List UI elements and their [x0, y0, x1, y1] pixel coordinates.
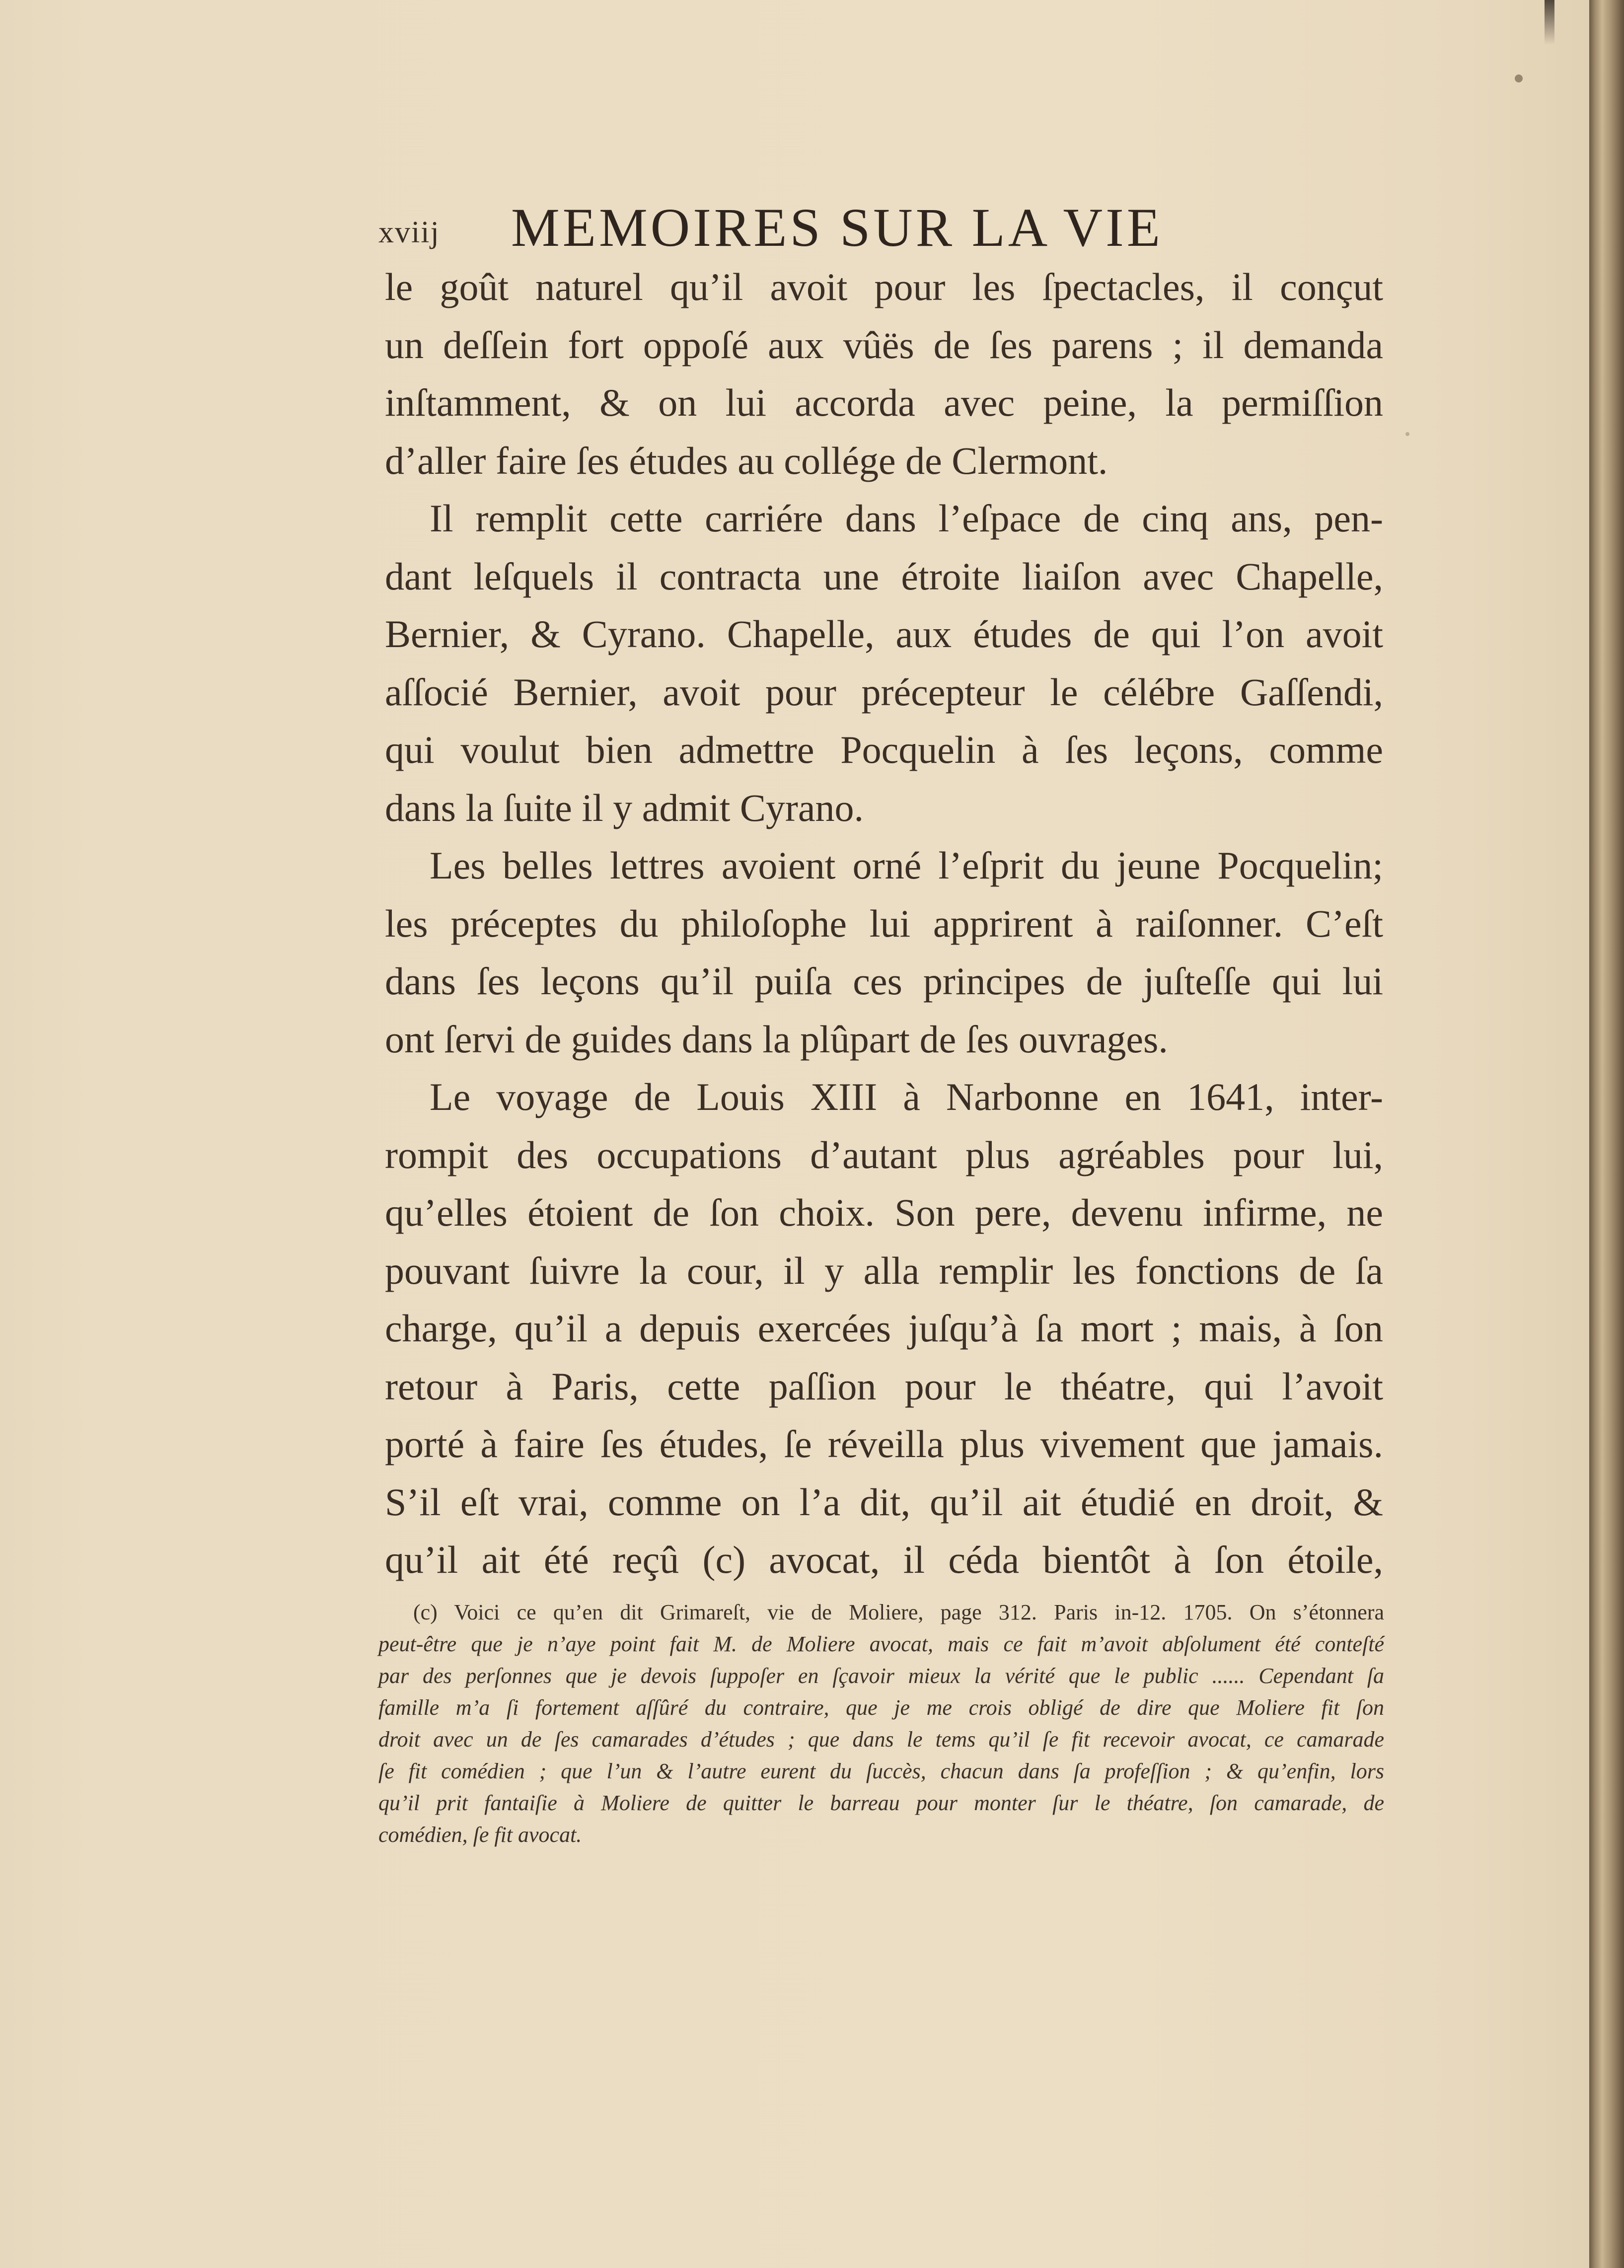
- text-line: qu’il ait été reçû (c) avocat, il céda bientôt à ſon étoile,: [385, 1538, 1383, 1581]
- footnote-line: droit avec un de ſes camarades d’études ; que dans le tems qu’il ſe fit recevoir avocat, ce camarade: [378, 1727, 1384, 1752]
- text-line: Le voyage de Louis XIII à Narbonne en 1641, inter-: [430, 1075, 1383, 1118]
- body-text: [385, 258, 1383, 1589]
- text-line: aſſocié Bernier, avoit pour précepteur le célébre Gaſſendi,: [385, 670, 1383, 714]
- footnote: [378, 1597, 1384, 1851]
- folio-number: xviij: [378, 216, 440, 249]
- text-line: d’aller faire ſes études au collége de Clermont.: [385, 439, 1108, 482]
- running-title: MEMOIRES SUR LA VIE: [511, 197, 1163, 258]
- text-line: dans ſes leçons qu’il puiſa ces principes de juſteſſe qui lui: [385, 959, 1383, 1003]
- text-line: le goût naturel qu’il avoit pour les ſpectacles, il conçut: [385, 265, 1383, 308]
- footnote-line: (c) Voici ce qu’en dit Grimareſt, vie de Moliere, page 312. Paris in-12. 1705. On s’étonnera: [413, 1600, 1384, 1624]
- footnote-line: comédien, ſe fit avocat.: [378, 1823, 582, 1847]
- text-line: qu’elles étoient de ſon choix. Son pere, devenu infirme, ne: [385, 1191, 1383, 1234]
- footnote-line: famille m’a ſi fortement aſſûré du contraire, que je me crois obligé de dire que Moliere fit ſon: [378, 1695, 1384, 1720]
- text-line: S’il eſt vrai, comme on l’a dit, qu’il ait étudié en droit, &: [385, 1480, 1383, 1524]
- text-line: retour à Paris, cette paſſion pour le théatre, qui l’avoit: [385, 1364, 1383, 1408]
- text-line: dant leſquels il contracta une étroite liaiſon avec Chapelle,: [385, 554, 1383, 598]
- footnote-line: peut-être que je n’aye point fait M. de Moliere avocat, mais ce fait m’avoit abſolument été conteſté: [378, 1632, 1384, 1656]
- paper-spot: [1515, 74, 1523, 82]
- book-edge: [1589, 0, 1624, 2268]
- footnote-line: qu’il prit fantaiſie à Moliere de quitter le barreau pour monter ſur le théatre, ſon camarade, de: [378, 1791, 1384, 1815]
- text-line: dans la ſuite il y admit Cyrano.: [385, 786, 864, 829]
- text-line: rompit des occupations d’autant plus agréables pour lui,: [385, 1133, 1383, 1176]
- footnote-line: par des perſonnes que je devois ſuppoſer en ſçavoir mieux la vérité que le public ...... Cependant ſa: [378, 1664, 1384, 1688]
- page-header: [378, 196, 1382, 261]
- text-line: inſtamment, & on lui accorda avec peine, la permiſſion: [385, 381, 1383, 424]
- text-line: Bernier, & Cyrano. Chapelle, aux études de qui l’on avoit: [385, 612, 1383, 656]
- footnote-line: ſe fit comédien ; que l’un & l’autre eurent du ſuccès, chacun dans ſa profeſſion ; & qu’enfin, lors: [378, 1759, 1384, 1783]
- text-line: pouvant ſuivre la cour, il y alla remplir les fonctions de ſa: [385, 1248, 1383, 1292]
- text-line: les préceptes du philoſophe lui apprirent à raiſonner. C’eſt: [385, 901, 1383, 945]
- text-line: ont ſervi de guides dans la plûpart de ſes ouvrages.: [385, 1017, 1168, 1061]
- text-line: un deſſein fort oppoſé aux vûës de ſes parens ; il demanda: [385, 323, 1383, 366]
- text-line: Il remplit cette carriére dans l’eſpace de cinq ans, pen-: [430, 497, 1383, 540]
- text-line: porté à faire ſes études, ſe réveilla plus vivement que jamais.: [385, 1422, 1383, 1465]
- page-shadow: [1545, 0, 1554, 45]
- text-line: qui voulut bien admettre Pocquelin à ſes leçons, comme: [385, 728, 1383, 771]
- text-line: Les belles lettres avoient orné l’eſprit du jeune Pocquelin;: [430, 844, 1383, 887]
- text-line: charge, qu’il a depuis exercées juſqu’à ſa mort ; mais, à ſon: [385, 1307, 1383, 1350]
- paper-spot: [1405, 432, 1409, 436]
